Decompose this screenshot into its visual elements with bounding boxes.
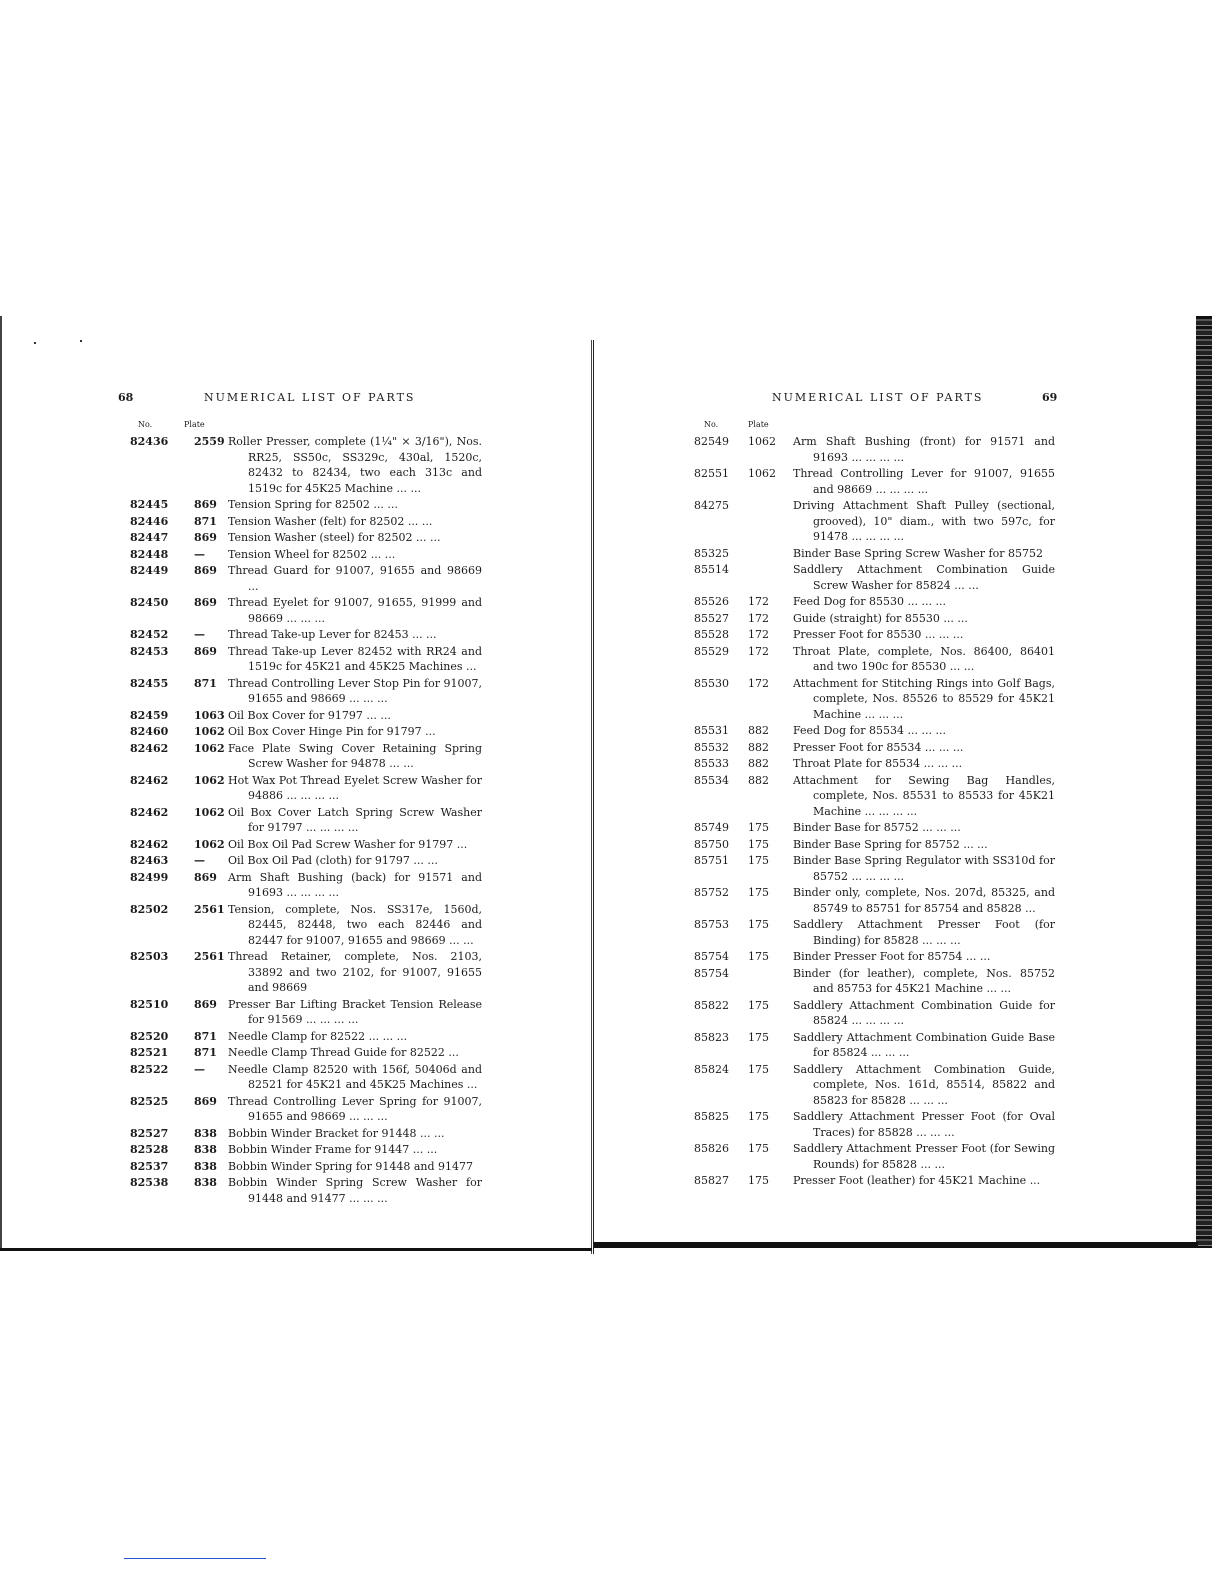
plate-number: 175: [748, 998, 769, 1012]
part-number: 82537: [130, 1159, 169, 1173]
part-description: Saddlery Attachment Presser Foot (for Binding) for 85828 ... ... ...: [793, 918, 1055, 947]
left-page: [0, 316, 592, 1254]
part-number: 85752: [694, 886, 729, 899]
left-page-header: [0, 391, 592, 411]
part-number: 84275: [694, 499, 729, 512]
plate-number: 175: [748, 854, 769, 867]
part-description: Guide (straight) for 85530 ... ...: [793, 611, 968, 625]
plate-number: 175: [748, 1142, 769, 1155]
parts-row: [596, 466, 1210, 497]
plate-number: 1062: [748, 435, 776, 448]
plate-number: 175: [748, 918, 769, 931]
part-number: 82447: [130, 531, 169, 544]
part-description: Binder Presser Foot for 85754 ... ...: [793, 950, 991, 963]
part-description: Binder only, complete, Nos. 207d, 85325, and 85749 to 85751 for 85754 and 85828 ...: [793, 886, 1055, 915]
part-number: 85754: [694, 950, 729, 963]
part-number: 82459: [130, 708, 169, 722]
right-parts-list: [596, 434, 1210, 1190]
plate-number: 172: [748, 611, 769, 625]
plate-number: 175: [748, 821, 769, 834]
part-number: 85527: [694, 611, 729, 625]
part-number: 82455: [130, 676, 169, 690]
scan-bottom-edge-left: [0, 1248, 592, 1251]
part-number: 82528: [130, 1143, 169, 1156]
plate-number: 882: [748, 773, 769, 787]
parts-row: [0, 1062, 592, 1093]
plate-number: 871: [194, 1029, 217, 1043]
right-column-headers: [596, 420, 1210, 434]
part-number: 82445: [130, 498, 169, 511]
part-description: Bobbin Winder Bracket for 91448 ... ...: [228, 1126, 445, 1140]
plate-number: 869: [194, 997, 217, 1011]
part-number: 85526: [694, 595, 729, 608]
part-number: 82446: [130, 514, 169, 528]
parts-row: [0, 434, 592, 496]
underline-mark: [124, 1558, 266, 1559]
parts-row: [0, 595, 592, 626]
parts-row: [596, 723, 1210, 739]
column-header-no: No.: [704, 420, 719, 429]
part-number: 85529: [694, 644, 729, 658]
part-description: Tension Spring for 82502 ... ...: [228, 498, 398, 511]
part-number: 82538: [130, 1176, 169, 1189]
plate-number: 1062: [194, 741, 225, 755]
parts-row: [0, 1159, 592, 1175]
parts-row: [596, 1173, 1210, 1189]
plate-number: 869: [194, 596, 217, 609]
plate-number: 1062: [194, 837, 225, 851]
plate-number: —: [194, 854, 205, 867]
plate-number: 869: [194, 870, 217, 884]
parts-row: [596, 434, 1210, 465]
plate-number: 2559: [194, 435, 225, 448]
plate-number: [748, 498, 793, 545]
parts-row: [0, 1029, 592, 1045]
part-description: Saddlery Attachment Presser Foot (for Oval Traces) for 85828 ... ... ...: [793, 1110, 1055, 1139]
plate-number: 869: [194, 498, 217, 511]
plate-number: 175: [748, 837, 769, 851]
plate-number: 1062: [194, 725, 225, 738]
right-page-header: [596, 391, 1210, 411]
part-description: Binder (for leather), complete, Nos. 85752 and 85753 for 45K21 Machine ... ...: [793, 966, 1055, 995]
plate-number: 882: [748, 740, 769, 754]
part-number: 82527: [130, 1126, 169, 1140]
plate-number: 1062: [748, 467, 776, 480]
right-page-title: NUMERICAL LIST OF PARTS: [772, 391, 984, 404]
part-number: 82463: [130, 854, 169, 867]
parts-row: [596, 917, 1210, 948]
part-number: 82453: [130, 644, 169, 658]
part-description: Bobbin Winder Spring for 91448 and 91477: [228, 1159, 473, 1173]
parts-row: [596, 966, 1210, 997]
column-header-plate: Plate: [748, 420, 769, 429]
parts-row: [596, 562, 1210, 593]
part-number: 82448: [130, 547, 169, 561]
part-description: Thread Take-up Lever for 82453 ... ...: [228, 628, 437, 641]
part-description: Arm Shaft Bushing (front) for 91571 and 91693 ... ... ... ...: [793, 435, 1055, 464]
plate-number: 175: [748, 1030, 769, 1044]
scan-speck: [80, 340, 82, 342]
plate-number: 172: [748, 676, 769, 690]
part-description: Thread Retainer, complete, Nos. 2103, 33892 and two 2102, for 91007, 91655 and 98669: [228, 950, 482, 994]
plate-number: 1062: [194, 773, 225, 787]
parts-row: [596, 949, 1210, 965]
parts-row: [0, 627, 592, 643]
plate-number: —: [194, 1062, 205, 1076]
part-number: 82525: [130, 1094, 169, 1108]
part-number: 85826: [694, 1142, 729, 1155]
part-number: 85531: [694, 724, 729, 737]
parts-row: [596, 885, 1210, 916]
part-description: Saddlery Attachment Presser Foot (for Sewing Rounds) for 85828 ... ...: [793, 1142, 1055, 1171]
part-number: 85530: [694, 676, 729, 690]
part-description: Presser Foot (leather) for 45K21 Machine ...: [793, 1174, 1041, 1187]
left-parts-list: [0, 434, 592, 1207]
plate-number: 1063: [194, 708, 225, 722]
parts-row: [596, 740, 1210, 756]
part-description: Feed Dog for 85534 ... ... ...: [793, 724, 946, 737]
left-column-headers: [0, 420, 592, 434]
part-number: 85827: [694, 1174, 729, 1187]
parts-row: [596, 820, 1210, 836]
parts-row: [0, 547, 592, 563]
plate-number: 871: [194, 676, 217, 690]
part-number: 82522: [130, 1062, 169, 1076]
parts-row: [0, 997, 592, 1028]
parts-row: [596, 1141, 1210, 1172]
part-description: Saddlery Attachment Combination Guide for 85824 ... ... ... ...: [793, 998, 1055, 1027]
left-page-number: 68: [118, 391, 134, 404]
part-description: Presser Foot for 85530 ... ... ...: [793, 628, 964, 641]
part-description: Thread Take-up Lever 82452 with RR24 and 1519c for 45K21 and 45K25 Machines ...: [228, 644, 482, 673]
parts-row: [596, 644, 1210, 675]
part-description: Thread Guard for 91007, 91655 and 98669 ...: [228, 564, 482, 593]
plate-number: 175: [748, 1110, 769, 1123]
plate-number: 882: [748, 724, 769, 737]
plate-number: 838: [194, 1126, 217, 1140]
part-description: Oil Box Oil Pad (cloth) for 91797 ... ...: [228, 854, 438, 867]
plate-number: 869: [194, 1094, 217, 1108]
parts-row: [0, 870, 592, 901]
part-number: 82462: [130, 741, 169, 755]
plate-number: 871: [194, 1046, 217, 1059]
plate-number: 2561: [194, 902, 225, 916]
parts-row: [0, 724, 592, 740]
column-header-no: No.: [138, 420, 153, 429]
book-spread: [0, 316, 1214, 1254]
part-description: Saddlery Attachment Combination Guide, complete, Nos. 161d, 85514, 85822 and 85823 for 85828 ... ... ...: [793, 1062, 1055, 1107]
part-number: 82551: [694, 467, 729, 480]
part-number: 82462: [130, 773, 169, 787]
parts-row: [596, 546, 1210, 562]
plate-number: —: [194, 547, 205, 561]
part-number: 82449: [130, 564, 169, 577]
part-description: Binder Base Spring Regulator with SS310d for 85752 ... ... ... ...: [793, 854, 1055, 883]
parts-row: [0, 563, 592, 594]
part-description: Tension Washer (steel) for 82502 ... ...: [228, 531, 441, 544]
part-description: Oil Box Cover Latch Spring Screw Washer for 91797 ... ... ... ...: [228, 805, 482, 834]
parts-row: [0, 805, 592, 836]
part-description: Tension Wheel for 82502 ... ...: [228, 547, 396, 561]
left-page-title: NUMERICAL LIST OF PARTS: [204, 391, 416, 404]
plate-number: 838: [194, 1176, 217, 1189]
parts-row: [596, 1109, 1210, 1140]
part-description: Needle Clamp 82520 with 156f, 50406d and 82521 for 45K21 and 45K25 Machines ...: [228, 1062, 482, 1091]
part-number: 85825: [694, 1110, 729, 1123]
part-number: 85824: [694, 1062, 729, 1076]
part-number: 82462: [130, 805, 169, 819]
part-description: Thread Controlling Lever for 91007, 91655 and 98669 ... ... ... ...: [793, 467, 1055, 496]
parts-row: [0, 497, 592, 513]
plate-number: 1062: [194, 805, 225, 819]
part-number: 85532: [694, 740, 729, 754]
parts-row: [0, 1126, 592, 1142]
scan-speck: [34, 342, 36, 344]
plate-number: —: [194, 628, 205, 641]
plate-number: 838: [194, 1159, 217, 1173]
parts-row: [0, 902, 592, 949]
plate-number: 869: [194, 531, 217, 544]
scan-bottom-edge-right: [594, 1242, 1198, 1248]
parts-row: [0, 853, 592, 869]
right-page-number: 69: [1042, 391, 1058, 404]
parts-row: [596, 837, 1210, 853]
part-number: 85533: [694, 757, 729, 770]
part-description: Thread Eyelet for 91007, 91655, 91999 and 98669 ... ... ...: [228, 596, 482, 625]
parts-row: [596, 498, 1210, 545]
plate-number: [748, 966, 793, 997]
parts-row: [596, 998, 1210, 1029]
book-gutter: [591, 340, 594, 1254]
parts-row: [0, 708, 592, 724]
part-number: 82436: [130, 435, 169, 448]
parts-row: [0, 1175, 592, 1206]
parts-row: [596, 676, 1210, 723]
parts-row: [596, 773, 1210, 820]
parts-row: [0, 949, 592, 996]
part-description: Saddlery Attachment Combination Guide Screw Washer for 85824 ... ...: [793, 563, 1055, 592]
part-description: Thread Controlling Lever Stop Pin for 91007, 91655 and 98669 ... ... ...: [228, 676, 482, 705]
parts-row: [596, 756, 1210, 772]
plate-number: 175: [748, 886, 769, 899]
parts-row: [596, 627, 1210, 643]
plate-number: 175: [748, 950, 769, 963]
parts-row: [0, 773, 592, 804]
row-spacer: [0, 1206, 592, 1207]
part-description: Driving Attachment Shaft Pulley (sectional, grooved), 10" diam., with two 597c, for 91478 ... ... ... ...: [793, 499, 1055, 543]
plate-number: 871: [194, 514, 217, 528]
parts-row: [0, 514, 592, 530]
right-page: [596, 316, 1210, 1254]
part-description: Saddlery Attachment Combination Guide Base for 85824 ... ... ...: [793, 1030, 1055, 1059]
scan-right-edge: [1196, 316, 1212, 1248]
parts-row: [596, 1030, 1210, 1061]
part-description: Bobbin Winder Frame for 91447 ... ...: [228, 1143, 438, 1156]
part-description: Needle Clamp Thread Guide for 82522 ...: [228, 1046, 459, 1059]
plate-number: 882: [748, 757, 769, 770]
part-description: Presser Bar Lifting Bracket Tension Release for 91569 ... ... ... ...: [228, 997, 482, 1026]
part-number: 82499: [130, 870, 169, 884]
part-description: Binder Base Spring Screw Washer for 85752: [793, 546, 1043, 560]
part-description: Oil Box Cover Hinge Pin for 91797 ...: [228, 725, 436, 738]
part-description: Tension Washer (felt) for 82502 ... ...: [228, 514, 433, 528]
part-number: 85822: [694, 998, 729, 1012]
part-number: 82460: [130, 725, 169, 738]
part-number: 85528: [694, 628, 729, 641]
part-number: 85751: [694, 854, 729, 867]
part-description: Oil Box Oil Pad Screw Washer for 91797 ...: [228, 837, 468, 851]
part-number: 85823: [694, 1030, 729, 1044]
plate-number: 2561: [194, 950, 225, 963]
parts-row: [596, 611, 1210, 627]
part-description: Roller Presser, complete (1¼" × 3/16"), Nos. RR25, SS50c, SS329c, 430al, 1520c, 82432 to 82434, two each 313c and 1519c for 45K25 Machine ... ...: [228, 435, 482, 495]
plate-number: 172: [748, 628, 769, 641]
part-description: Arm Shaft Bushing (back) for 91571 and 91693 ... ... ... ...: [228, 870, 482, 899]
part-description: Bobbin Winder Spring Screw Washer for 91448 and 91477 ... ... ...: [228, 1176, 482, 1205]
part-number: 82450: [130, 596, 169, 609]
plate-number: [748, 562, 793, 593]
part-description: Binder Base Spring for 85752 ... ...: [793, 837, 988, 851]
plate-number: 172: [748, 644, 769, 658]
part-description: Tension, complete, Nos. SS317e, 1560d, 82445, 82448, two each 82446 and 82447 for 91007, 91655 and 98669 ... ...: [228, 902, 482, 947]
plate-number: 175: [748, 1174, 769, 1187]
row-spacer: [596, 1189, 1210, 1190]
part-number: 85534: [694, 773, 729, 787]
part-description: Throat Plate for 85534 ... ... ...: [793, 757, 963, 770]
part-description: Needle Clamp for 82522 ... ... ...: [228, 1029, 408, 1043]
part-number: 82549: [694, 435, 729, 448]
part-description: Oil Box Cover for 91797 ... ...: [228, 708, 391, 722]
part-number: 82462: [130, 837, 169, 851]
part-description: Attachment for Sewing Bag Handles, complete, Nos. 85531 to 85533 for 45K21 Machine ... ... ... ...: [793, 773, 1055, 818]
part-description: Throat Plate, complete, Nos. 86400, 86401 and two 190c for 85530 ... ...: [793, 644, 1055, 673]
part-description: Binder Base for 85752 ... ... ...: [793, 821, 961, 834]
parts-row: [596, 853, 1210, 884]
part-number: 82520: [130, 1029, 169, 1043]
part-number: 85749: [694, 821, 729, 834]
plate-number: 838: [194, 1143, 217, 1156]
plate-number: 172: [748, 595, 769, 608]
column-header-plate: Plate: [184, 420, 205, 429]
parts-row: [0, 741, 592, 772]
part-description: Thread Controlling Lever Spring for 91007, 91655 and 98669 ... ... ...: [228, 1094, 482, 1123]
part-number: 85753: [694, 918, 729, 931]
parts-row: [0, 1045, 592, 1061]
parts-row: [0, 1094, 592, 1125]
parts-row: [0, 530, 592, 546]
part-description: Presser Foot for 85534 ... ... ...: [793, 740, 964, 754]
parts-row: [596, 594, 1210, 610]
plate-number: 869: [194, 564, 217, 577]
part-description: Hot Wax Pot Thread Eyelet Screw Washer for 94886 ... ... ... ...: [228, 773, 482, 802]
parts-row: [0, 644, 592, 675]
plate-number: [748, 546, 793, 562]
part-number: 82521: [130, 1046, 169, 1059]
plate-number: 869: [194, 644, 217, 658]
parts-row: [0, 676, 592, 707]
parts-row: [0, 837, 592, 853]
part-number: 82503: [130, 950, 169, 963]
part-number: 82502: [130, 902, 169, 916]
plate-number: 175: [748, 1062, 769, 1076]
part-number: 82452: [130, 628, 169, 641]
part-description: Feed Dog for 85530 ... ... ...: [793, 595, 946, 608]
part-number: 85514: [694, 563, 729, 576]
part-number: 85754: [694, 966, 729, 980]
part-description: Attachment for Stitching Rings into Golf Bags, complete, Nos. 85526 to 85529 for 45K21 Machine ... ... ...: [793, 676, 1055, 721]
part-number: 85750: [694, 837, 729, 851]
part-description: Face Plate Swing Cover Retaining Spring Screw Washer for 94878 ... ...: [228, 741, 482, 770]
parts-row: [0, 1142, 592, 1158]
parts-row: [596, 1062, 1210, 1109]
part-number: 82510: [130, 997, 169, 1011]
part-number: 85325: [694, 546, 729, 560]
